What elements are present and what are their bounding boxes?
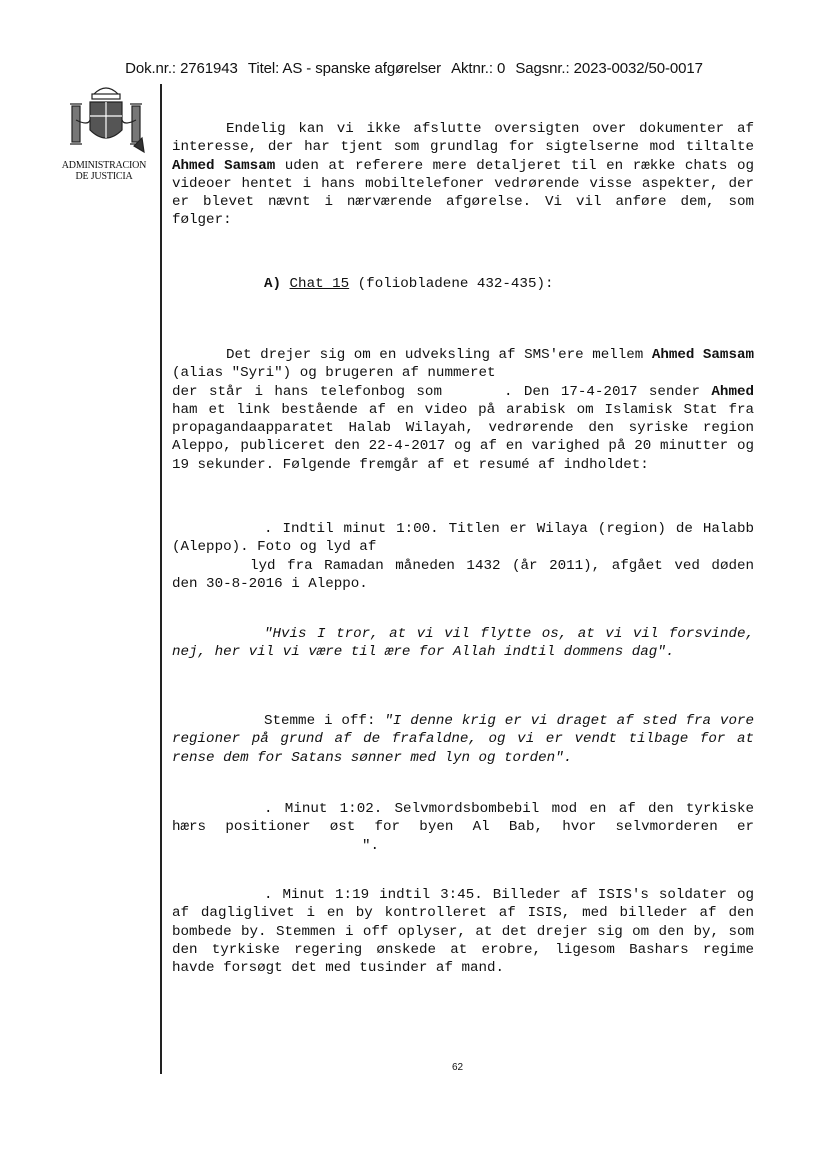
quote-1: "Hvis I tror, at vi vil flytte os, at vi vil forsvinde, nej, her vil vi være til ære for Allah indtil dommens dag". (172, 626, 754, 661)
intro-paragraph (172, 120, 754, 230)
video-summary-2 (172, 800, 754, 855)
emblem-line-1: ADMINISTRACION (61, 160, 147, 171)
coat-of-arms-icon (64, 80, 148, 160)
chat-desc-text-4: . Den 17-4-2017 sender (503, 383, 712, 400)
section-label: A) (264, 276, 282, 292)
document-header (0, 60, 828, 77)
court-emblem (58, 80, 152, 182)
summary-2-end: ". (362, 837, 380, 854)
chat-reference: Chat 15 (289, 276, 350, 292)
chat-desc-text-5: ham et link bestående af en video på arabisk om Islamisk Stat fra propagandaapparatet Halab Wilayah, vedrørende den syriske region Aleppo, publiceret den 22-4-2017 og af en varighed på 20 minutter og 19 sekunder. Følgende fremgår af et resumé af indholdet: (172, 401, 754, 473)
intro-text: Endelig kan vi ikke afslutte oversigten over dokumenter af interesse, der har tjent som grundlag for sigtelserne mod tiltalte (172, 121, 754, 156)
voice-over-paragraph (172, 712, 754, 767)
voice-over-lead: Stemme i off: (264, 713, 385, 729)
margin-rule (160, 84, 162, 1074)
section-heading (172, 275, 754, 293)
page-number: 62 (452, 1062, 464, 1073)
summary-1-text-2: lyd fra Ramadan måneden 1432 (år 2011), afgået ved døden den 30-8-2016 i Aleppo. (172, 557, 754, 592)
defendant-first-name: Ahmed (711, 383, 754, 400)
folio-reference: (foliobladene 432-435): (349, 276, 554, 292)
doc-title: Titel: AS - spanske afgørelser (247, 60, 442, 77)
case-number: Sagsnr.: 2023-0032/50-0017 (515, 60, 703, 77)
emblem-caption (56, 160, 152, 182)
chat-desc-text-2: (alias "Syri") og brugeren af nummeret (172, 365, 496, 382)
doc-number: Dok.nr.: 2761943 (125, 60, 238, 77)
voice-over-quote: "I denne krig er vi draget af sted fra vore regioner på grund af de frafaldne, og vi er vendt tilbage for at rense dem for Satans sønner med lyn og torden". (172, 713, 754, 766)
act-number: Aktnr.: 0 (451, 60, 506, 77)
defendant-name-2: Ahmed Samsam (651, 347, 754, 363)
summary-2-text: . Minut 1:02. Selvmordsbombebil mod en af den tyrkiske hærs positioner øst for byen Al Bab, hvor selvmorderen er (172, 801, 754, 836)
summary-1-text: . Indtil minut 1:00. Titlen er Wilaya (region) de Halabb (Aleppo). Foto og lyd af (172, 521, 754, 556)
chat-desc-text: Det drejer sig om en udveksling af SMS'ere mellem (226, 347, 652, 363)
video-summary-1 (172, 520, 754, 593)
chat-desc-text-3: der står i hans telefonbog som (172, 383, 442, 400)
emblem-line-2: DE JUSTICIA (75, 171, 133, 182)
video-summary-3: . Minut 1:19 indtil 3:45. Billeder af ISIS's soldater og af dagliglivet i en by kontrolleret af ISIS, med billeder af den bombede by. Stemmen i off oplyser, at det drejer sig om den by, som den tyrkiske regering ønskede at erobre, ligesom Bashars regime havde forsøgt det med tusinder af mand. (172, 887, 754, 977)
chat-description (172, 346, 754, 474)
defendant-name: Ahmed Samsam (172, 157, 276, 174)
intro-text-cont: uden at referere mere detaljeret til en række chats og videoer hentet i hans mobiltelefoner vedrørende visse aspekter, der er blevet nævnt i nærværende afgørelse. Vi vil anføre dem, som følger: (172, 157, 754, 229)
